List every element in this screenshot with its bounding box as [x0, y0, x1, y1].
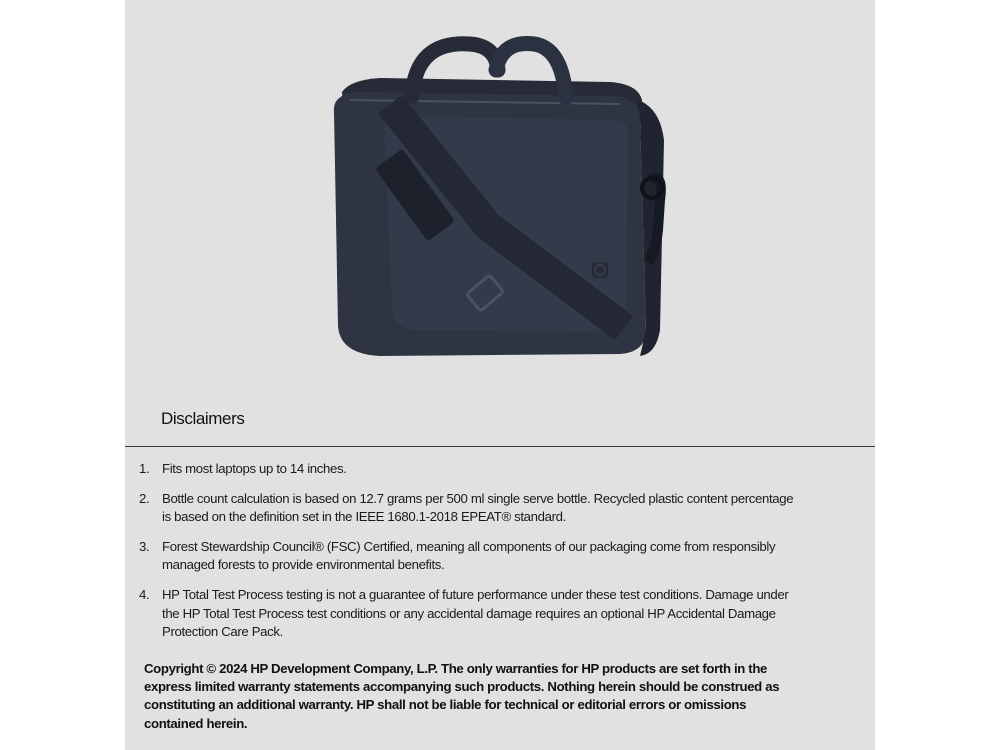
- divider: [125, 446, 875, 447]
- disclaimers-list: [139, 460, 799, 653]
- item-number: 2.: [139, 490, 150, 506]
- item-text: Fits most laptops up to 14 inches.: [162, 461, 347, 476]
- copyright-notice: Copyright © 2024 HP Development Company, L.P. The only warranties for HP products are set forth in the express limited warranty statements accompanying such products. Nothing herein should be construed as constituting an additional warranty. HP shall not be liable for technical or editorial errors or omissions contained herein.: [144, 661, 780, 731]
- item-text: Bottle count calculation is based on 12.7 grams per 500 ml single serve bottle. Recycled plastic content percentage is based on the definition set in the IEEE 1680.1-2018 EPEAT® standard.: [162, 490, 794, 525]
- list-item: [139, 490, 799, 527]
- disclaimers-heading: Disclaimers: [161, 409, 245, 428]
- list-item: [139, 538, 799, 575]
- item-number: 4.: [139, 586, 150, 602]
- laptop-bag-image: [320, 30, 700, 370]
- item-text: Forest Stewardship Council® (FSC) Certified, meaning all components of our packaging come from responsibly managed forests to provide environmental benefits.: [162, 538, 776, 573]
- document-page: [125, 0, 875, 750]
- list-item: [139, 586, 799, 642]
- item-number: 3.: [139, 538, 150, 554]
- item-text: HP Total Test Process testing is not a guarantee of future performance under these test conditions. Damage under the HP Total Test Process test conditions or any accidental damage requires an optional HP Accidental Damage Protection Care Pack.: [162, 586, 789, 640]
- list-item: [139, 460, 799, 479]
- item-number: 1.: [139, 461, 150, 476]
